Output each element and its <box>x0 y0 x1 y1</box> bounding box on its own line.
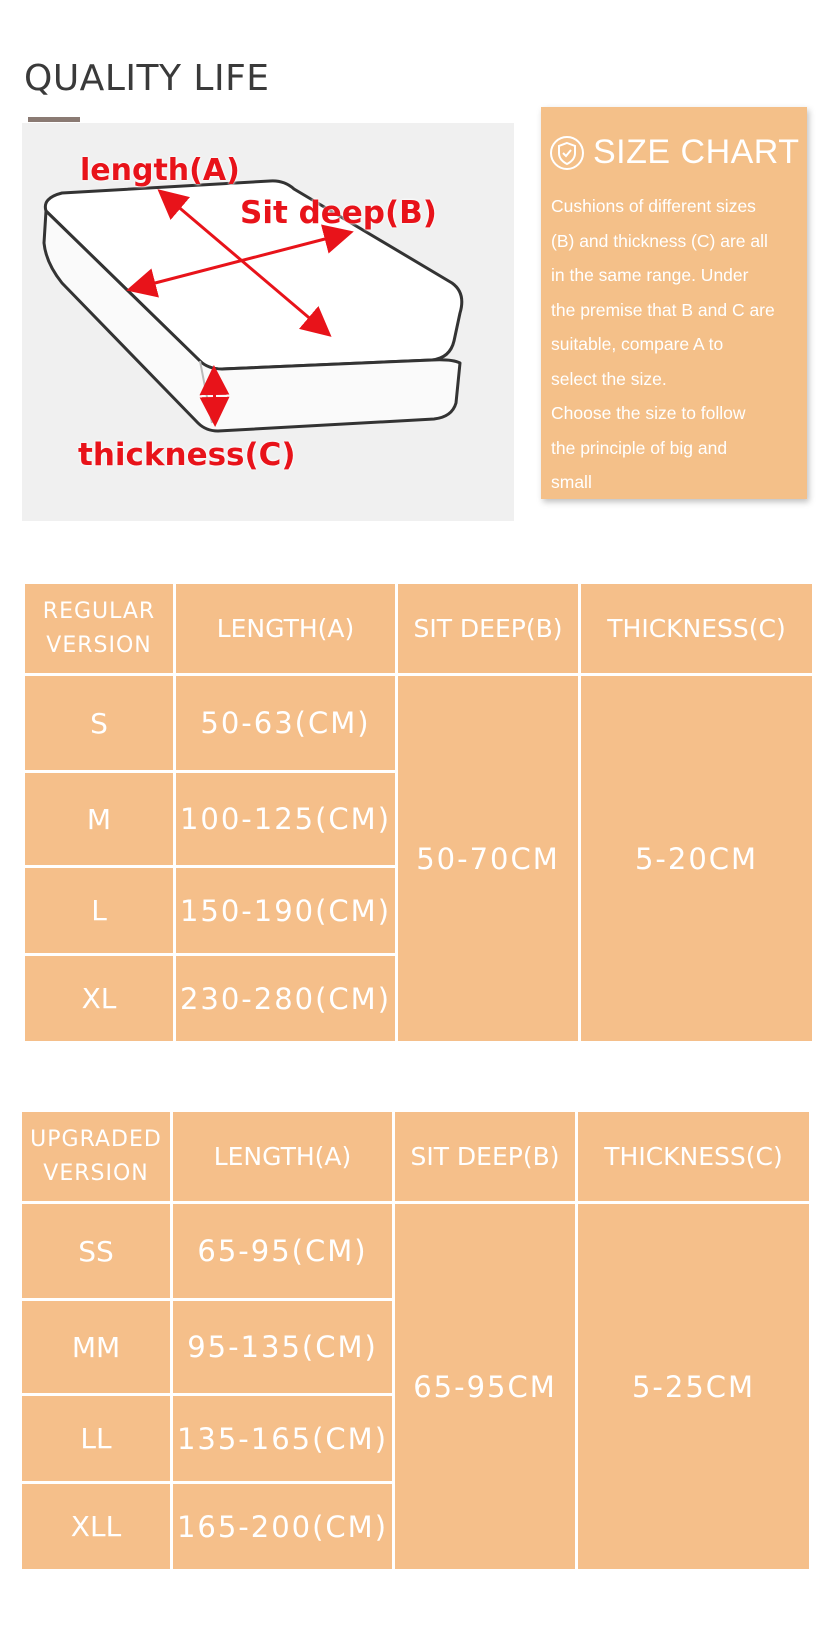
table-header-row <box>21 1111 811 1203</box>
label-length: length(A) <box>80 153 240 188</box>
version-label-line: UPGRADED <box>30 1126 162 1152</box>
sit-deep-value: 65-95CM <box>394 1203 577 1571</box>
size-length: 95-135(CM) <box>172 1300 394 1395</box>
size-length: 165-200(CM) <box>172 1483 394 1571</box>
table-header-row <box>24 583 814 675</box>
table-row <box>24 675 814 772</box>
size-name: M <box>24 772 175 867</box>
upgraded-size-table <box>19 1109 812 1572</box>
cushion-diagram <box>22 123 514 521</box>
thickness-value: 5-25CM <box>577 1203 811 1571</box>
size-length: 100-125(CM) <box>175 772 397 867</box>
size-name: XL <box>24 955 175 1043</box>
size-name: L <box>24 867 175 955</box>
size-name: S <box>24 675 175 772</box>
table-row <box>21 1203 811 1300</box>
desc-line: Cushions of different sizes <box>551 196 756 216</box>
version-label-line: VERSION <box>43 1160 149 1186</box>
size-chart-header <box>549 133 800 172</box>
version-label <box>24 583 175 675</box>
desc-line: suitable, compare A to <box>551 334 724 354</box>
desc-line: the principle of big and <box>551 437 728 458</box>
header-length: LENGTH(A) <box>175 583 397 675</box>
shield-check-icon <box>549 135 585 171</box>
thickness-value: 5-20CM <box>580 675 814 1043</box>
brand-title: QUALITY LIFE <box>24 58 270 99</box>
header-sit-deep: SIT DEEP(B) <box>394 1111 577 1203</box>
size-length: 230-280(CM) <box>175 955 397 1043</box>
sit-deep-value: 50-70CM <box>397 675 580 1043</box>
label-thickness: thickness(C) <box>78 437 296 473</box>
regular-size-table <box>22 581 815 1044</box>
size-chart-panel <box>541 107 807 499</box>
version-label-line: VERSION <box>46 632 152 658</box>
header-sit-deep: SIT DEEP(B) <box>397 583 580 675</box>
size-length: 65-95(CM) <box>172 1203 394 1300</box>
arrow-thickness <box>214 371 215 421</box>
header-thickness: THICKNESS(C) <box>580 583 814 675</box>
version-label <box>21 1111 172 1203</box>
desc-line: select the size. <box>551 368 667 389</box>
size-name: XLL <box>21 1483 172 1571</box>
size-chart-description <box>551 189 803 500</box>
desc-line: (B) and thickness (C) are all <box>551 230 768 251</box>
size-name: LL <box>21 1395 172 1483</box>
size-length: 50-63(CM) <box>175 675 397 772</box>
size-chart-title: SIZE CHART <box>593 133 800 171</box>
desc-line: Choose the size to follow <box>551 403 746 423</box>
size-name: SS <box>21 1203 172 1300</box>
desc-line: the premise that B and C are <box>551 299 775 320</box>
size-name: MM <box>21 1300 172 1395</box>
brand-underline <box>28 117 80 122</box>
header-length: LENGTH(A) <box>172 1111 394 1203</box>
desc-line: in the same range. Under <box>551 265 749 285</box>
label-sit-deep: Sit deep(B) <box>240 195 437 231</box>
version-label-line: REGULAR <box>42 598 156 624</box>
size-length: 135-165(CM) <box>172 1395 394 1483</box>
header-thickness: THICKNESS(C) <box>577 1111 811 1203</box>
desc-line: small <box>551 472 592 492</box>
size-length: 150-190(CM) <box>175 867 397 955</box>
